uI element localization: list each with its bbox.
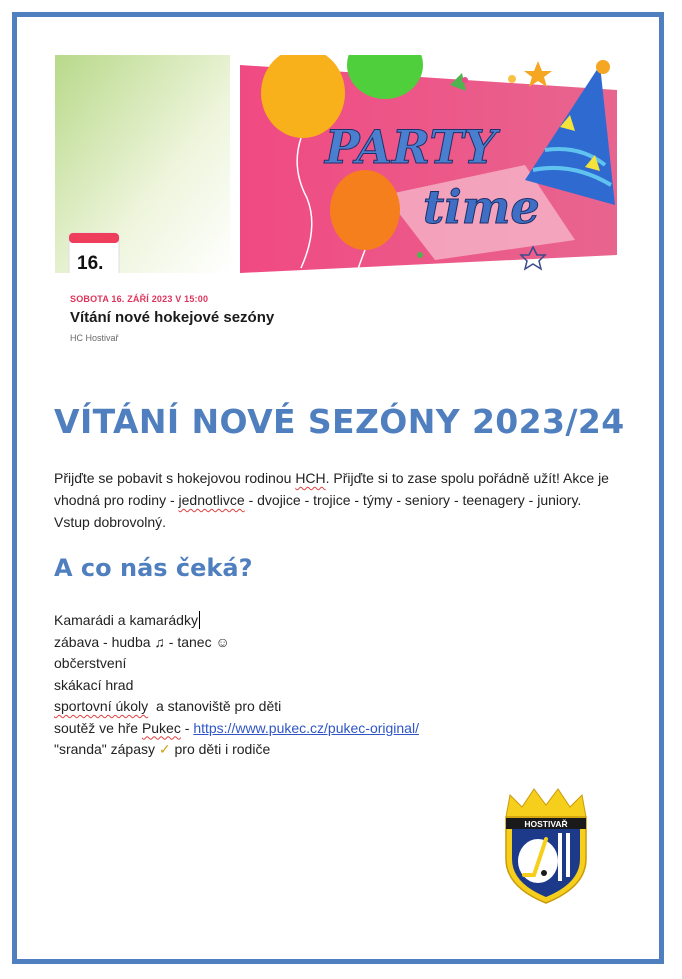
list-item: sportovní úkoly a stanoviště pro děti [54, 698, 282, 714]
banner-title-time: time [423, 180, 540, 234]
hockey-stick-icon: ✓ [158, 741, 171, 757]
list-item: zábava - hudba ♫ - tanec ☺ [54, 633, 230, 650]
text-cursor [199, 611, 200, 629]
list-item: soutěž ve hře Pukec - https://www.pukec.cz/pukec-original/ [54, 719, 419, 736]
main-heading[interactable]: VÍTÁNÍ NOVÉ SEZÓNY 2023/24 [54, 402, 625, 441]
pukec-link[interactable]: https://www.pukec.cz/pukec-original/ [193, 719, 419, 736]
banner-title-party: PARTY [325, 120, 497, 174]
program-list[interactable] [54, 610, 419, 761]
list-item: "sranda" zápasy ✓ pro děti i rodiče [54, 741, 271, 757]
intro-text-1: Přijďte se pobavit s hokejovou rodinou [54, 470, 296, 486]
intro-hch: HCH [295, 470, 326, 486]
list-item: Kamarádi a kamarádky [54, 612, 198, 628]
date-card [69, 233, 119, 273]
hostivar-crest-logo [500, 787, 592, 907]
intro-text-2: . Přijďte si to zase spolu pořádně užít! Akce je vhodná pro rodiny - [54, 470, 609, 508]
date-card-day: 16. [77, 253, 104, 273]
squiggle-text-pukec: Pukec [141, 719, 181, 736]
sub-heading[interactable]: A co nás čeká? [54, 554, 253, 582]
event-banner-image [55, 55, 617, 273]
list-item: občerstvení [54, 655, 127, 671]
intro-paragraph[interactable] [54, 467, 614, 533]
crest-label: HOSTIVAŘ [524, 819, 568, 829]
event-date-label: SOBOTA 16. ZÁŘÍ 2023 V 15:00 [70, 294, 209, 304]
list-item: skákací hrad [54, 676, 134, 693]
squiggle-text: sportovní úkoly [54, 698, 149, 714]
event-title: Vítání nové hokejové sezóny [70, 309, 275, 326]
event-organizer: HC Hostivař [70, 333, 119, 343]
intro-jednotlivce: jednotlivce [178, 492, 245, 508]
intro-text-3: - dvojice - trojice - týmy - seniory - teenagery - juniory. Vstup dobrovolný. [54, 492, 582, 530]
